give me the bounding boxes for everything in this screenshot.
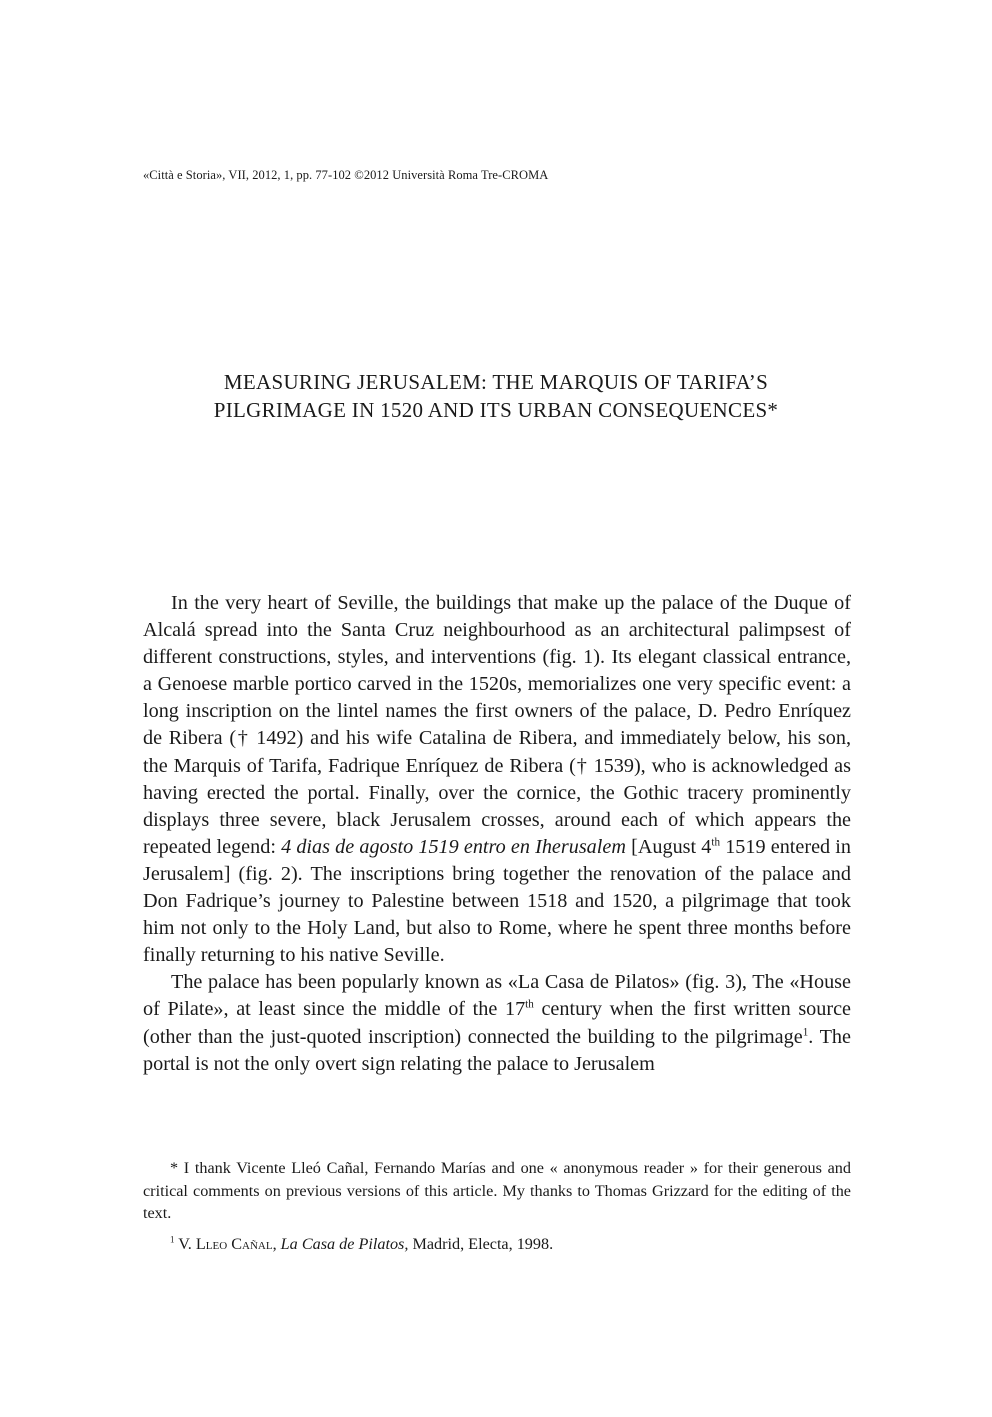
p2-text-b: century when the first written source (other than the just-quoted inscription) connected the building to the pilgrimage bbox=[143, 998, 851, 1048]
p1-italic-legend: 4 dias de agosto 1519 entro en Iherusalem bbox=[281, 835, 626, 858]
footnote-1-text-c: Madrid, Electa, 1998. bbox=[408, 1234, 554, 1253]
p1-ordinal-sup: th bbox=[711, 836, 721, 849]
body-paragraph-1 bbox=[143, 590, 851, 969]
title-line-1: MEASURING JERUSALEM: THE MARQUIS OF TARIFA’S bbox=[223, 370, 769, 394]
footnote-1-text-b: , bbox=[272, 1234, 281, 1253]
p1-text-a: In the very heart of Seville, the buildings that make up the palace of the Duque of Alcalá spread into the Santa Cruz neighbourhood as an architectural palimpsest of different constructions, styles, and interventions (fig. 1). Its elegant classical entrance, a Genoese marble portico carved in the 1520s, memorializes one very specific event: a long inscription on the lintel names the first owners of the palace, D. Pedro Enríquez de Ribera († 1492) and his wife Catalina de Ribera, and immediately below, his son, the Marquis of Tarifa, Fadrique Enríquez de Ribera († 1539), who is acknowledged as having erected the portal. Finally, over the cornice, the Gothic tracery prominently displays three severe, black Jerusalem crosses, around each of which appears the repeated legend: bbox=[143, 592, 851, 858]
article-title bbox=[140, 368, 852, 424]
p2-ordinal-sup: th bbox=[525, 998, 534, 1011]
footnote-1-author: Lleo Cañal bbox=[195, 1234, 273, 1253]
footnote-1-text-a: V. bbox=[174, 1234, 196, 1253]
p1-text-b: [August 4 bbox=[625, 835, 712, 858]
footnote-1 bbox=[143, 1233, 851, 1256]
title-line-2: PILGRIMAGE IN 1520 AND ITS URBAN CONSEQUENCES* bbox=[213, 398, 779, 422]
p1-text-c: 1519 entered in Jerusalem] (fig. 2). The inscriptions bring together the renovation of the palace and Don Fadrique’s journey to Palestine between 1518 and 1520, a pilgrimage that took him not only to the Holy Land, but also to Rome, where he spent three months before finally returning to his native Seville. bbox=[143, 835, 851, 967]
article-body bbox=[143, 590, 851, 1078]
footnote-1-number: 1 bbox=[170, 1234, 175, 1245]
footnotes bbox=[143, 1157, 851, 1255]
footnote-1-book-title: La Casa de Pilatos, bbox=[280, 1234, 409, 1253]
p2-text-c: . The portal is not the only overt sign relating the palace to Jerusalem bbox=[143, 1025, 851, 1075]
journal-citation-header: «Città e Storia», VII, 2012, 1, pp. 77-102 ©2012 Università Roma Tre-CROMA bbox=[143, 168, 549, 182]
footnote-star: * I thank Vicente Lleó Cañal, Fernando Marías and one « anonymous reader » for their generous and critical comments on previous versions of this article. My thanks to Thomas Grizzard for the editing of the text. bbox=[143, 1159, 851, 1222]
p2-text-a: The palace has been popularly known as «La Casa de Pilatos» (fig. 3), The «House of Pilate», at least since the middle of the 17 bbox=[143, 971, 851, 1021]
body-paragraph-2 bbox=[143, 969, 851, 1077]
footnote-ref-1[interactable]: 1 bbox=[802, 1025, 809, 1038]
